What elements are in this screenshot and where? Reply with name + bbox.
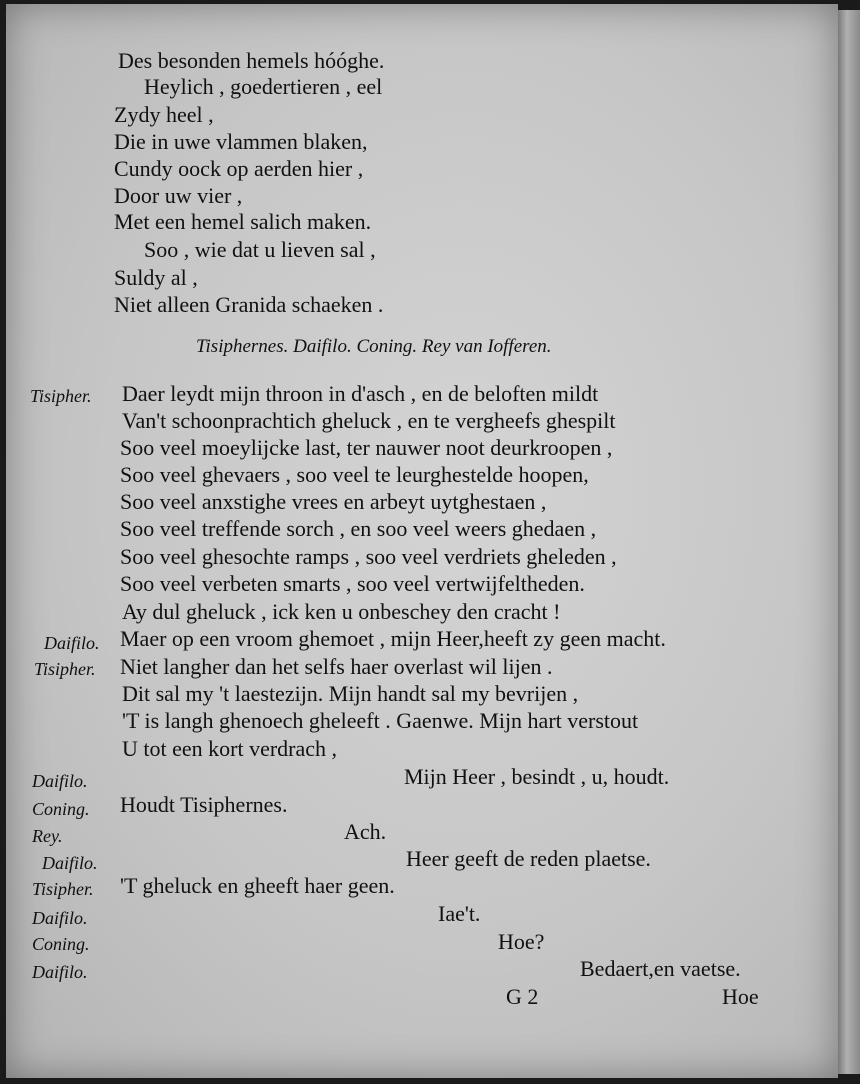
dialogue-line: Ach. bbox=[344, 819, 387, 844]
dialogue-line: Soo veel anxstighe vrees en arbeyt uytghestaen , bbox=[120, 489, 547, 514]
stanza-line: Niet alleen Granida schaeken . bbox=[114, 292, 384, 317]
stanza-line: Heylich , goedertieren , eel bbox=[144, 74, 383, 99]
dialogue-line: Ay dul gheluck , ick ken u onbeschey den cracht ! bbox=[122, 599, 561, 624]
dialogue-line: Soo veel ghevaers , soo veel te leurghestelde hoopen, bbox=[120, 462, 589, 487]
stanza-line: Door uw vier , bbox=[114, 183, 243, 208]
stanza-line: Die in uwe vlammen blaken, bbox=[114, 129, 368, 154]
page-edge bbox=[838, 10, 860, 1074]
dialogue-line: Heer geeft de reden plaetse. bbox=[406, 846, 651, 871]
dialogue-line: Dit sal my 't laestezijn. Mijn handt sal my bevrijen , bbox=[122, 681, 579, 706]
dialogue-line: Soo veel verbeten smarts , soo veel vertwijfeltheden. bbox=[120, 571, 585, 596]
speaker-name: Rey. bbox=[32, 826, 63, 846]
stanza-line: Cundy oock op aerden hier , bbox=[114, 156, 364, 181]
speaker-name: Tisipher. bbox=[34, 659, 96, 679]
dialogue-line: Maer op een vroom ghemoet , mijn Heer,heeft zy geen macht. bbox=[120, 626, 666, 651]
dialogue-line: Houdt Tisiphernes. bbox=[120, 792, 288, 817]
speaker-name: Daifilo. bbox=[32, 962, 88, 982]
dialogue-line: Soo veel ghesochte ramps , soo veel verdriets gheleden , bbox=[120, 544, 617, 569]
catchword: Hoe bbox=[722, 984, 759, 1009]
speaker-name: Daifilo. bbox=[32, 771, 88, 791]
speaker-name: Tisipher. bbox=[32, 879, 94, 899]
stanza-line: Zydy heel , bbox=[114, 102, 214, 127]
dialogue-line: U tot een kort verdrach , bbox=[122, 736, 338, 761]
speaker-name: Tisipher. bbox=[30, 386, 92, 406]
dialogue-line: Soo veel treffende sorch , en soo veel weers ghedaen , bbox=[120, 516, 597, 541]
stanza-line: Suldy al , bbox=[114, 265, 198, 290]
scene-heading: Tisiphernes. Daifilo. Coning. Rey van Iofferen. bbox=[196, 336, 552, 357]
dialogue-line: Daer leydt mijn throon in d'asch , en de beloften mildt bbox=[122, 381, 599, 406]
stanza-line: Met een hemel salich maken. bbox=[114, 209, 372, 234]
speaker-name: Daifilo. bbox=[42, 853, 98, 873]
dialogue-line: Niet langher dan het selfs haer overlast wil lijen . bbox=[120, 654, 553, 679]
dialogue-line: Bedaert,en vaetse. bbox=[580, 956, 741, 981]
speaker-name: Daifilo. bbox=[44, 633, 100, 653]
dialogue-line: Van't schoonprachtich gheluck , en te vergheefs ghespilt bbox=[122, 408, 616, 433]
dialogue-line: Hoe? bbox=[498, 929, 545, 954]
stanza-line: Des besonden hemels hóóghe. bbox=[118, 48, 385, 73]
dialogue-line: Soo veel moeylijcke last, ter nauwer noot deurkroopen , bbox=[120, 435, 613, 460]
dialogue-line: Mijn Heer , besindt , u, houdt. bbox=[404, 764, 670, 789]
book-page bbox=[6, 4, 838, 1078]
dialogue-line: 'T gheluck en gheeft haer geen. bbox=[120, 873, 395, 898]
stanza-line: Soo , wie dat u lieven sal , bbox=[144, 237, 376, 262]
speaker-name: Daifilo. bbox=[32, 908, 88, 928]
speaker-name: Coning. bbox=[32, 799, 90, 819]
dialogue-line: 'T is langh ghenoech gheleeft . Gaenwe. Mijn hart verstout bbox=[122, 708, 639, 733]
signature-mark: G 2 bbox=[506, 984, 539, 1009]
speaker-name: Coning. bbox=[32, 934, 90, 954]
dialogue-line: Iae't. bbox=[438, 901, 481, 926]
